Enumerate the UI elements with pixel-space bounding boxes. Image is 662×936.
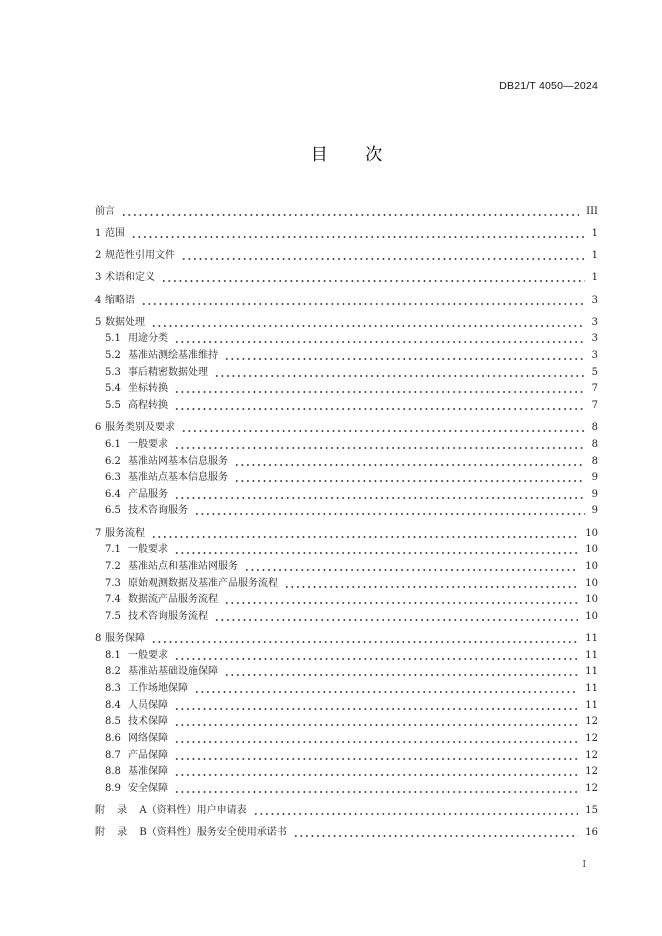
toc-entry-page-number: 10 [585, 544, 598, 556]
toc-entry-page-number: 3 [591, 294, 598, 306]
toc-subentry [95, 503, 598, 520]
toc-subentry [95, 437, 598, 454]
toc-entry-number: 7.5 [105, 610, 121, 622]
toc-entry-number: 8.3 [105, 683, 121, 695]
dot-leader [174, 648, 578, 665]
dot-leader [174, 731, 578, 748]
toc-entry-number: 5.4 [105, 383, 121, 395]
toc-entry-title: 用途分类 [128, 333, 168, 345]
toc-entry-title: 坐标转换 [128, 383, 168, 395]
toc-subentry [95, 381, 598, 398]
toc-entry-title: 网络保障 [128, 733, 168, 745]
toc-entry-title: 技术保障 [128, 716, 168, 728]
dot-leader [224, 592, 578, 609]
toc-subentry [95, 648, 598, 665]
toc-subentry [95, 398, 598, 415]
dot-leader [174, 398, 585, 415]
toc-entry [95, 270, 598, 287]
toc-entry-page-number: 11 [585, 633, 598, 645]
toc-entry-number: 8.6 [105, 733, 121, 745]
toc-entry-title: 技术咨询服务 [128, 505, 188, 517]
toc-entry-number: 6.3 [105, 472, 121, 484]
toc-entry [95, 226, 598, 243]
dot-leader [244, 559, 578, 576]
toc-entry-title: 一般要求 [128, 649, 168, 661]
toc-entry-page-number: 11 [585, 649, 598, 661]
dot-leader [174, 437, 585, 454]
toc-entry-title: 基准站基础设施保障 [128, 666, 218, 678]
toc-entry-title: 工作场地保障 [128, 683, 188, 695]
toc-entry-number: 7.2 [105, 560, 121, 572]
toc-entry-page-number: 10 [585, 577, 598, 589]
toc-entry-number: 8.8 [105, 766, 121, 778]
toc-entry-page-number: 10 [585, 594, 598, 606]
toc-entry [95, 204, 598, 221]
toc-entry-title: 服务保障 [105, 633, 145, 645]
dot-leader [284, 576, 578, 593]
toc-entry-page-number: 8 [591, 422, 598, 434]
toc-subentry [95, 698, 598, 715]
toc-entry-number: 6 [95, 422, 102, 434]
dot-leader [174, 748, 578, 765]
dot-leader [214, 365, 585, 382]
toc-entry-number: 7.3 [105, 577, 121, 589]
toc-entry-title: 术语和定义 [105, 272, 155, 284]
toc-entry-page-number: 12 [585, 733, 598, 745]
dot-leader [161, 270, 585, 287]
toc-entry [95, 631, 598, 648]
toc-entry-number: 8.2 [105, 666, 121, 678]
toc-entry-title: 前言 [95, 205, 115, 217]
toc-entry-page-number: 10 [585, 610, 598, 622]
toc-list [95, 204, 598, 842]
toc-subentry [95, 748, 598, 765]
dot-leader [194, 503, 585, 520]
toc-entry-page-number: 1 [591, 227, 598, 239]
toc-entry [95, 803, 598, 820]
dot-leader [224, 664, 578, 681]
toc-entry [95, 420, 598, 437]
toc-entry-title: 事后精密数据处理 [128, 366, 208, 378]
dot-leader [131, 226, 585, 243]
toc-entry-title: 服务类别及要求 [105, 422, 175, 434]
toc-entry [95, 315, 598, 332]
toc-entry-page-number: 8 [591, 455, 598, 467]
toc-entry-page-number: 10 [585, 560, 598, 572]
toc-entry-number: 5.2 [105, 350, 121, 362]
toc-entry-page-number: 11 [585, 666, 598, 678]
toc-subentry [95, 365, 598, 382]
toc-entry-number: 6.1 [105, 438, 121, 450]
toc-entry-page-number: 10 [585, 527, 598, 539]
toc-entry-page-number: 9 [591, 505, 598, 517]
toc-entry-title: 数据流产品服务流程 [128, 594, 218, 606]
dot-leader [181, 248, 585, 265]
toc-entry-page-number: 3 [591, 333, 598, 345]
toc-entry-number: 6.4 [105, 488, 121, 500]
toc-entry-number: 7.4 [105, 594, 121, 606]
toc-subentry [95, 542, 598, 559]
dot-leader [224, 348, 585, 365]
toc-entry-number: 8.4 [105, 699, 121, 711]
toc-entry-number: 5 [95, 316, 102, 328]
page-title: 目 次 [310, 145, 383, 165]
toc-entry-page-number: 12 [585, 749, 598, 761]
dot-leader [151, 631, 578, 648]
toc-subentry [95, 781, 598, 798]
toc-entry-title: 基准保障 [128, 766, 168, 778]
toc-entry-page-number: 5 [591, 366, 598, 378]
dot-leader [174, 331, 585, 348]
dot-leader [234, 470, 585, 487]
toc-entry-title: 基准站网基本信息服务 [128, 455, 228, 467]
toc-entry-number: 8.9 [105, 783, 121, 795]
toc-entry-page-number: 15 [585, 805, 598, 817]
toc-entry-number: 6.5 [105, 505, 121, 517]
dot-leader [174, 698, 578, 715]
toc-entry [95, 825, 598, 842]
toc-subentry [95, 714, 598, 731]
toc-entry-title: 基准站点基本信息服务 [128, 472, 228, 484]
toc-entry-title: 服务流程 [105, 527, 145, 539]
toc-entry-page-number: 1 [591, 250, 598, 262]
toc-entry-title: 数据处理 [105, 316, 145, 328]
toc-subentry [95, 331, 598, 348]
toc-entry-page-number: 8 [591, 438, 598, 450]
toc-entry [95, 293, 598, 310]
dot-leader [174, 781, 578, 798]
toc-entry-number: 7.1 [105, 544, 121, 556]
toc-entry-page-number: 12 [585, 783, 598, 795]
toc-entry-page-number: 11 [585, 683, 598, 695]
dot-leader [174, 487, 585, 504]
dot-leader [293, 825, 579, 842]
dot-leader [151, 526, 578, 543]
toc-entry-page-number: 3 [591, 350, 598, 362]
toc-entry-title: 技术咨询服务流程 [128, 610, 208, 622]
toc-entry-number: 5.1 [105, 333, 121, 345]
dot-leader [174, 714, 578, 731]
toc-subentry [95, 576, 598, 593]
toc-entry-number: 1 [95, 227, 102, 239]
document-code-header: DB21/T 4050—2024 [499, 80, 598, 92]
toc-entry-number: 4 [95, 294, 102, 306]
toc-entry-page-number: 7 [591, 383, 598, 395]
toc-subentry [95, 731, 598, 748]
toc-entry-title: 附 录 B（资料性）服务安全使用承诺书 [95, 827, 287, 839]
toc-entry-number: 7 [95, 527, 102, 539]
toc-subentry [95, 487, 598, 504]
toc-entry-page-number: 16 [585, 827, 598, 839]
toc-entry-title: 规范性引用文件 [105, 250, 175, 262]
toc-subentry [95, 348, 598, 365]
toc-subentry [95, 664, 598, 681]
page-number-footer: I [582, 860, 586, 870]
toc-entry-title: 一般要求 [128, 544, 168, 556]
toc-entry-number: 2 [95, 250, 102, 262]
dot-leader [174, 542, 578, 559]
dot-leader [181, 420, 585, 437]
dot-leader [121, 204, 579, 221]
toc-entry-title: 范围 [105, 227, 125, 239]
toc-entry-title: 原始观测数据及基准产品服务流程 [128, 577, 278, 589]
toc-subentry [95, 592, 598, 609]
toc-entry-title: 基准站测绘基准维持 [128, 350, 218, 362]
toc-entry-number: 8.7 [105, 749, 121, 761]
toc-entry-page-number: 9 [591, 472, 598, 484]
dot-leader [234, 454, 585, 471]
toc-entry-title: 基准站点和基准站网服务 [128, 560, 238, 572]
toc-entry [95, 248, 598, 265]
toc-entry-number: 5.3 [105, 366, 121, 378]
dot-leader [253, 803, 579, 820]
toc-entry-title: 高程转换 [128, 399, 168, 411]
toc-entry-title: 产品服务 [128, 488, 168, 500]
toc-entry-title: 安全保障 [128, 783, 168, 795]
toc-entry-title: 缩略语 [105, 294, 135, 306]
toc-entry-page-number: III [586, 205, 598, 217]
toc-entry-number: 3 [95, 272, 102, 284]
toc-subentry [95, 470, 598, 487]
toc-entry-number: 8.5 [105, 716, 121, 728]
dot-leader [151, 315, 585, 332]
toc-entry-number: 8 [95, 633, 102, 645]
toc-entry-page-number: 9 [591, 488, 598, 500]
toc-subentry [95, 764, 598, 781]
toc-entry-title: 人员保障 [128, 699, 168, 711]
dot-leader [174, 381, 585, 398]
toc-entry-page-number: 3 [591, 316, 598, 328]
dot-leader [174, 764, 578, 781]
toc-entry-number: 8.1 [105, 649, 121, 661]
toc-subentry [95, 609, 598, 626]
toc-entry [95, 526, 598, 543]
toc-entry-page-number: 11 [585, 699, 598, 711]
toc-entry-number: 6.2 [105, 455, 121, 467]
toc-entry-page-number: 12 [585, 766, 598, 778]
toc-entry-title: 附 录 A（资料性）用户申请表 [95, 805, 247, 817]
toc-entry-title: 一般要求 [128, 438, 168, 450]
toc-entry-page-number: 1 [591, 272, 598, 284]
toc-entry-number: 5.5 [105, 399, 121, 411]
toc-subentry [95, 681, 598, 698]
toc-entry-page-number: 12 [585, 716, 598, 728]
toc-subentry [95, 454, 598, 471]
toc-entry-title: 产品保障 [128, 749, 168, 761]
dot-leader [214, 609, 578, 626]
dot-leader [141, 293, 585, 310]
toc-entry-page-number: 7 [591, 399, 598, 411]
dot-leader [194, 681, 578, 698]
toc-subentry [95, 559, 598, 576]
